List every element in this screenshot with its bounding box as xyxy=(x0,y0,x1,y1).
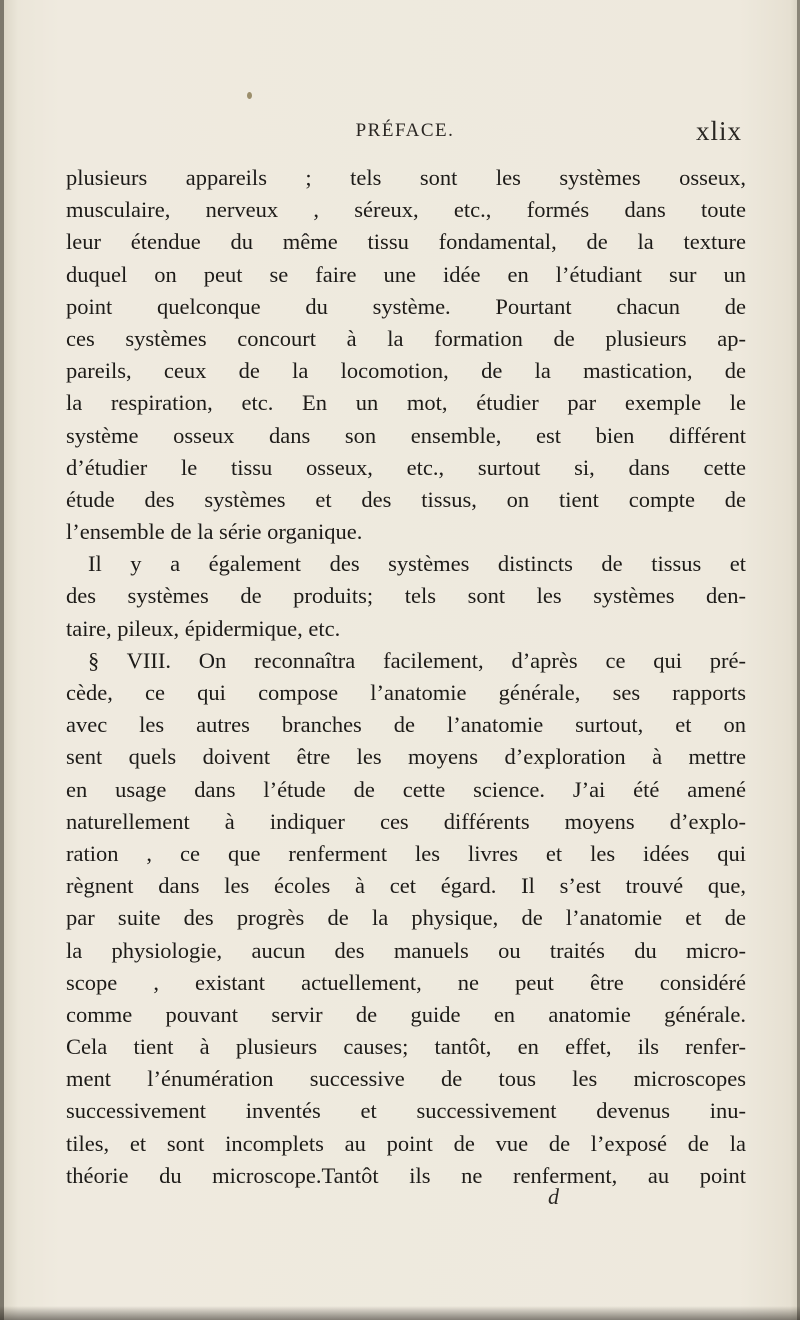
text-line: avec les autres branches de l’anatomie surtout, et on xyxy=(66,712,746,738)
text-line: tiles, et sont incomplets au point de vue de l’exposé de la xyxy=(66,1130,746,1156)
text-line: en usage dans l’étude de cette science. J’ai été amené xyxy=(66,776,746,802)
text-line: musculaire, nerveux , séreux, etc., formés dans toute xyxy=(66,197,746,223)
page-bottom-shadow xyxy=(0,1306,800,1320)
paragraph-start-line: Il y a également des systèmes distincts de tissus et xyxy=(88,551,746,577)
text-line: duquel on peut se faire une idée en l’étudiant sur un xyxy=(66,261,746,287)
paragraph-end-line: taire, pileux, épidermique, etc. xyxy=(66,615,341,641)
text-line: point quelconque du système. Pourtant chacun de xyxy=(66,293,746,319)
body-text xyxy=(66,162,746,1192)
running-title: PRÉFACE. xyxy=(355,120,455,141)
text-line: la physiologie, aucun des manuels ou traités du micro- xyxy=(66,937,746,963)
text-line: successivement inventés et successivement devenus inu- xyxy=(66,1098,746,1124)
text-line: ration , ce que renferment les livres et les idées qui xyxy=(66,840,746,866)
text-line: scope , existant actuellement, ne peut être considéré xyxy=(66,969,746,995)
signature-mark: d xyxy=(548,1184,559,1209)
text-line: sent quels doivent être les moyens d’exploration à mettre xyxy=(66,744,746,770)
text-line: Cela tient à plusieurs causes; tantôt, en effet, ils renfer- xyxy=(66,1034,746,1060)
text-line: des systèmes de produits; tels sont les systèmes den- xyxy=(66,583,746,609)
page-header xyxy=(60,116,750,150)
text-line: ment l’énumération successive de tous les microscopes xyxy=(66,1066,746,1092)
section-heading-line: § VIII. On reconnaîtra facilement, d’après ce qui pré- xyxy=(88,647,746,673)
text-line: comme pouvant servir de guide en anatomie générale. xyxy=(66,1001,746,1027)
text-line: cède, ce qui compose l’anatomie générale, ses rapports xyxy=(66,680,746,705)
text-line: pareils, ceux de la locomotion, de la mastication, de xyxy=(66,358,746,384)
text-line: la respiration, etc. En un mot, étudier par exemple le xyxy=(66,390,746,416)
text-line: plusieurs appareils ; tels sont les systèmes osseux, xyxy=(66,165,746,190)
ink-speck xyxy=(247,92,252,99)
paragraph-end-line: l’ensemble de la série organique. xyxy=(66,519,363,545)
text-line: système osseux dans son ensemble, est bien différent xyxy=(66,422,746,448)
page-left-edge xyxy=(0,0,4,1320)
text-line: leur étendue du même tissu fondamental, de la texture xyxy=(66,229,746,255)
page-number: xlix xyxy=(695,116,742,146)
text-line: règnent dans les écoles à cet égard. Il s’est trouvé que, xyxy=(66,873,746,899)
text-line: théorie du microscope.Tantôt ils ne renferment, au point xyxy=(66,1162,746,1188)
text-line: par suite des progrès de la physique, de l’anatomie et de xyxy=(66,905,746,931)
text-line: naturellement à indiquer ces différents moyens d’explo- xyxy=(66,808,746,834)
text-line: étude des systèmes et des tissus, on tient compte de xyxy=(66,486,746,512)
text-line: d’étudier le tissu osseux, etc., surtout si, dans cette xyxy=(66,454,746,480)
text-line: ces systèmes concourt à la formation de plusieurs ap- xyxy=(66,325,746,351)
